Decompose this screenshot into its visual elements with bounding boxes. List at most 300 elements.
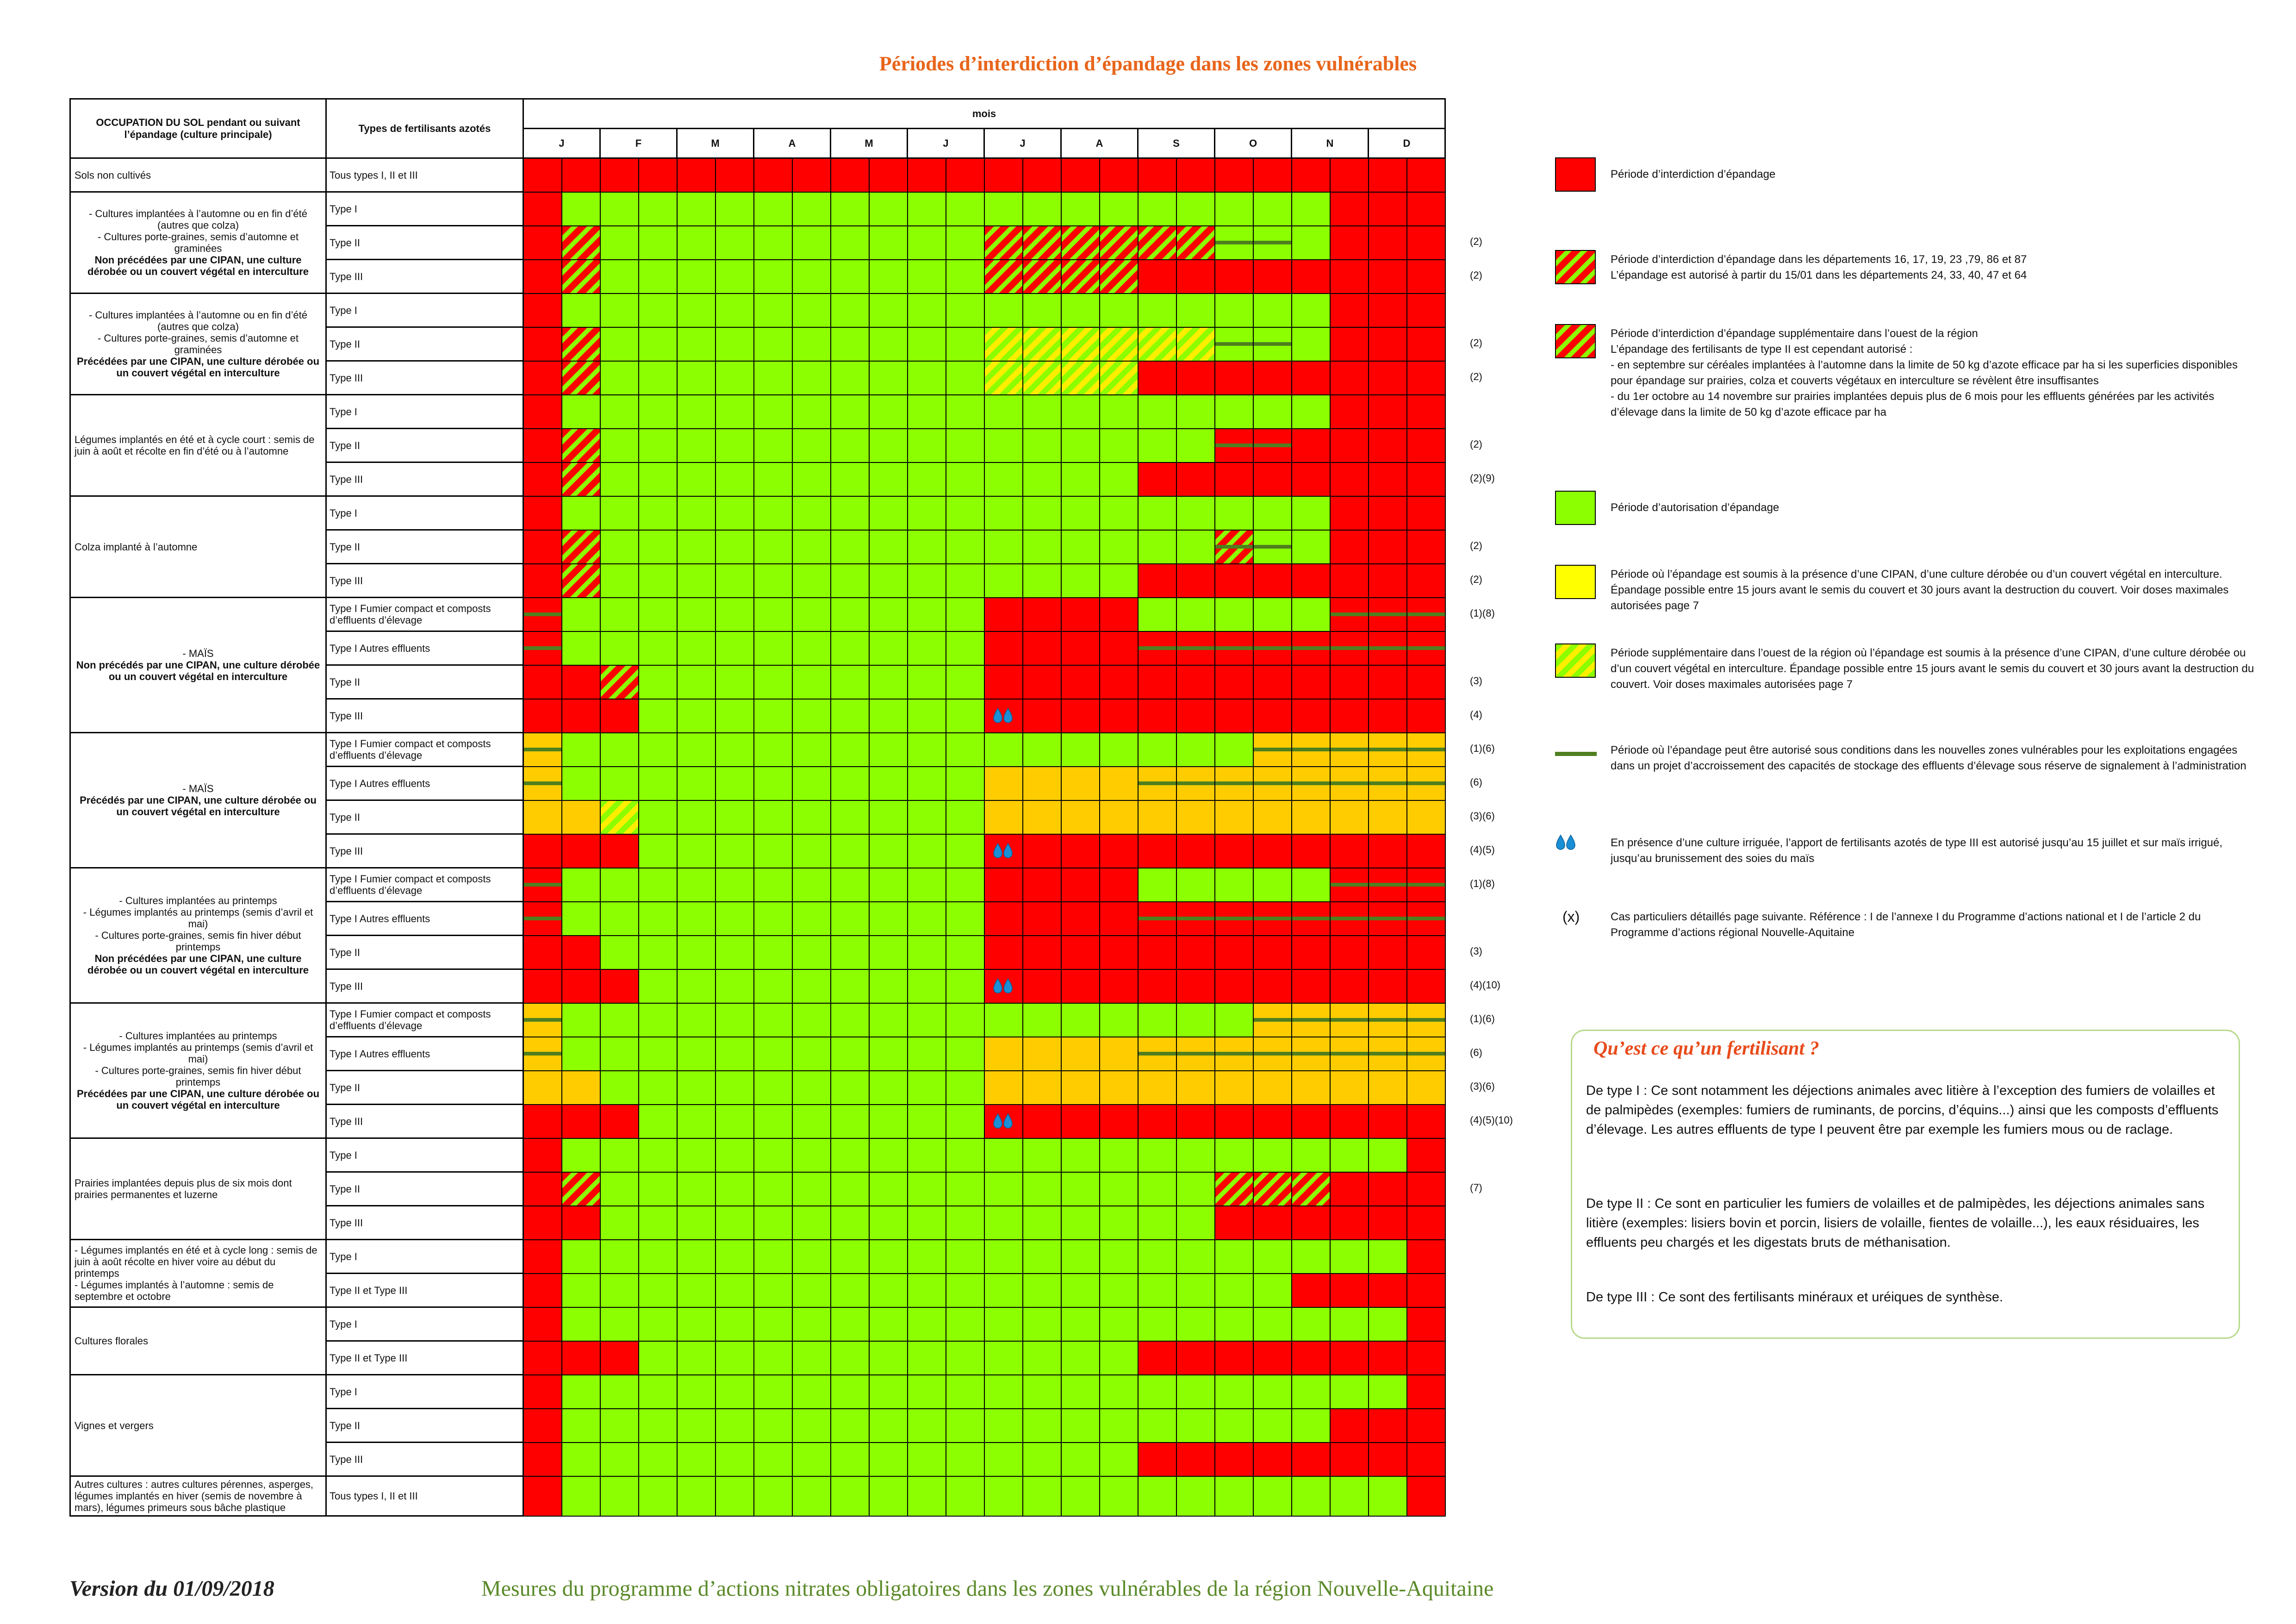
period-cell [792,395,831,429]
period-cell [908,834,946,868]
conditional-line [1369,612,1406,616]
period-cell [1407,429,1445,462]
period-cell [1061,564,1100,598]
month-header: M [831,129,908,158]
period-cell [984,361,1023,395]
period-cell [1292,327,1330,361]
conditional-line [1369,748,1406,751]
period-cell [562,1274,600,1307]
period-cell [1330,429,1369,462]
period-cell [1369,1307,1407,1341]
period-cell [946,1206,984,1240]
period-cell [1023,767,1061,800]
period-cell [792,665,831,699]
conditional-line [1292,646,1330,650]
period-cell [677,1138,716,1172]
legend-swatch [1555,157,1596,192]
period-cell [1100,868,1138,902]
period-cell [908,226,946,260]
period-cell [639,767,677,800]
period-cell [1369,767,1407,800]
period-cell [1253,564,1292,598]
period-cell [754,1003,792,1037]
period-cell [831,192,869,226]
period-cell [600,598,639,631]
occupation-line: - Légumes implantés à l’automne : semis de septembre et octobre [75,1279,274,1302]
period-cell [792,733,831,767]
period-cell [946,1071,984,1105]
fertilisant-type: Type I Fumier compact et composts d’effluents d’élevage [326,1003,523,1037]
period-cell [1292,1206,1330,1240]
table-row [70,294,1445,327]
period-cell [562,1476,600,1516]
period-cell [1407,1003,1445,1037]
period-cell [908,1409,946,1443]
period-cell [1369,260,1407,294]
period-cell [984,1071,1023,1105]
occupation-line: - Cultures implantées au printemps [119,1030,277,1042]
period-cell [1138,158,1176,192]
period-cell [523,462,562,496]
period-cell [677,631,716,665]
period-cell [1369,192,1407,226]
table-row [70,868,1445,902]
period-cell [1330,395,1369,429]
period-cell [1138,395,1176,429]
period-cell [1369,429,1407,462]
occupation-line: - Cultures porte-graines, semis d’automne et graminées [97,332,299,356]
period-cell [1369,1341,1407,1375]
period-cell [1292,1037,1330,1071]
period-cell [869,361,908,395]
period-cell [984,733,1023,767]
occupation-bold: Précédés par une CIPAN, une culture dérobée ou un couvert végétal en interculture [80,794,317,818]
period-cell [1176,564,1215,598]
period-cell [716,1105,754,1138]
period-cell [716,1375,754,1409]
period-cell [792,699,831,733]
period-cell [600,1037,639,1071]
period-cell [831,1341,869,1375]
period-cell [562,1206,600,1240]
fertilisant-type: Type II [326,1172,523,1206]
period-cell [716,1003,754,1037]
period-cell [1061,462,1100,496]
period-cell [1100,665,1138,699]
period-cell [869,1071,908,1105]
period-cell [639,1105,677,1138]
period-cell [1292,733,1330,767]
period-cell [677,1172,716,1206]
fertilisant-type: Type III [326,1105,523,1138]
water-drops-icon [992,842,1014,860]
period-cell [1176,699,1215,733]
period-cell [1023,733,1061,767]
period-cell [984,564,1023,598]
conditional-line [1369,917,1406,920]
period-cell [1253,158,1292,192]
period-cell [869,1274,908,1307]
period-cell [716,462,754,496]
period-cell [1100,1138,1138,1172]
period-cell [1061,1003,1100,1037]
period-cell [1292,868,1330,902]
period-cell [1292,395,1330,429]
conditional-line [1215,545,1253,549]
period-cell [1407,800,1445,834]
period-cell [754,496,792,530]
period-cell [1061,294,1100,327]
period-cell [600,1341,639,1375]
conditional-line [1369,883,1406,887]
period-cell [869,294,908,327]
period-cell [639,733,677,767]
conditional-line [1215,342,1253,346]
period-cell [1253,699,1292,733]
period-cell [869,631,908,665]
period-cell [1138,1476,1176,1516]
period-cell [600,395,639,429]
period-cell [639,598,677,631]
period-cell [1100,834,1138,868]
occupation-text: Prairies implantées depuis plus de six mois dont prairies permanentes et luzerne [75,1177,292,1200]
period-cell [1176,1409,1215,1443]
period-cell [754,598,792,631]
period-cell [523,665,562,699]
occupation-cell [70,1138,326,1240]
period-cell [1330,1105,1369,1138]
conditional-line [1139,1052,1176,1056]
conditional-line [1331,883,1368,887]
period-cell [1292,902,1330,936]
fertilisant-type: Type II [326,1071,523,1105]
occupation-cell [70,294,326,395]
period-cell [946,902,984,936]
period-cell [600,699,639,733]
period-cell [1215,294,1253,327]
period-cell [600,1409,639,1443]
period-cell [1253,1341,1292,1375]
period-cell [1292,800,1330,834]
period-cell [677,699,716,733]
period-cell [1176,1037,1215,1071]
period-cell [523,767,562,800]
period-cell [1253,1443,1292,1476]
period-cell [716,1037,754,1071]
period-cell [1253,395,1292,429]
fertilisant-type3: De type III : Ce sont des fertilisants minéraux et uréiques de synthèse. [1586,1290,2004,1305]
period-cell [600,361,639,395]
period-cell [831,462,869,496]
period-cell [1215,564,1253,598]
period-cell [1407,496,1445,530]
conditional-line [1407,917,1445,920]
fertilisant-type: Type III [326,260,523,294]
period-cell [716,834,754,868]
period-cell [869,1037,908,1071]
period-cell [1292,936,1330,969]
period-cell [869,665,908,699]
period-cell [1023,1105,1061,1138]
period-cell [716,631,754,665]
period-cell [716,1206,754,1240]
period-cell [754,1274,792,1307]
conditional-line [1254,1052,1291,1056]
period-cell [1023,158,1061,192]
fertilisant-type1: De type I : Ce sont notamment les déjections animales avec litière à l’exception des fumiers de volailles et de palmipèdes (exemples: fumiers de ruminants, de porcins, d’équins...) ainsi que les composts d’effluents d’élevage. Les autres effluents de type I peuvent être par exemple les fumiers mous ou de raclage. [1586,1083,2219,1137]
period-cell [984,1105,1023,1138]
occupation-line: - Légumes implantés au printemps (semis d’avril et mai) [83,906,313,930]
period-cell [1138,598,1176,631]
fertilisant-type: Type I Fumier compact et composts d’effluents d’élevage [326,598,523,631]
period-cell [869,1138,908,1172]
legend-text: Période supplémentaire dans l’ouest de la région où l’épandage est soumis à la présence d’une CIPAN, d’une culture dérobée ou d’un couvert végétal en interculture. Épandage possible entre 15 jours avant le semis du couvert et 30 jours avant la destruction du couvert. Voir doses maximales autorisées page 7 [1611,647,2254,691]
occupation-line: - Cultures porte-graines, semis d’automne et graminées [97,231,299,254]
period-cell [1215,496,1253,530]
period-cell [677,361,716,395]
period-cell [1369,800,1407,834]
legend-swatch [1555,491,1596,525]
period-cell [984,1476,1023,1516]
mois-header: mois [523,99,1445,129]
occupation-cell [70,868,326,1003]
period-cell [1253,631,1292,665]
period-cell [716,1476,754,1516]
row-note: (2)(9) [1470,472,1495,484]
period-cell [600,902,639,936]
period-cell [1292,598,1330,631]
period-cell [1253,260,1292,294]
legend-text: En présence d’une culture irriguée, l’apport de fertilisants azotés de type III est autorisé jusqu’au 15 juillet et sur maïs irrigué, jusqu’au brunissement des soies du maïs [1611,837,2223,865]
period-cell [716,1274,754,1307]
conditional-line [1369,1018,1406,1022]
conditional-line [1254,241,1291,244]
period-cell [754,395,792,429]
period-cell [562,429,600,462]
period-cell [1138,192,1176,226]
period-cell [1023,395,1061,429]
period-cell [831,800,869,834]
period-cell [869,1476,908,1516]
period-cell [1176,361,1215,395]
period-cell [869,767,908,800]
conditional-line [1177,646,1214,650]
period-cell [1138,1037,1176,1071]
period-cell [908,699,946,733]
conditional-line [524,1052,561,1056]
fertilisant-type: Type I Autres effluents [326,902,523,936]
period-cell [1138,530,1176,564]
period-cell [716,665,754,699]
period-cell [1100,530,1138,564]
period-cell [639,1172,677,1206]
period-cell [1061,260,1100,294]
period-cell [1253,936,1292,969]
period-cell [984,631,1023,665]
period-cell [523,564,562,598]
period-cell [1330,226,1369,260]
period-cell [1138,564,1176,598]
period-cell [946,1105,984,1138]
period-cell [908,1307,946,1341]
conditional-line [1254,781,1291,785]
conditional-line [1177,917,1214,920]
period-cell [677,834,716,868]
period-cell [716,1071,754,1105]
conditional-line [1369,781,1406,785]
occupation-cell [70,1307,326,1375]
period-cell [1138,665,1176,699]
period-cell [1253,1206,1292,1240]
period-cell [1023,699,1061,733]
period-cell [677,733,716,767]
conditional-line [1254,443,1291,447]
period-cell [639,1206,677,1240]
period-cell [1407,1274,1445,1307]
month-header: N [1292,129,1369,158]
period-cell [754,699,792,733]
period-cell [1292,361,1330,395]
period-cell [1023,1443,1061,1476]
period-cell [1138,1341,1176,1375]
period-cell [1369,1375,1407,1409]
period-cell [639,1443,677,1476]
period-cell [1407,192,1445,226]
period-cell [716,158,754,192]
conditional-line [1331,781,1368,785]
period-cell [523,226,562,260]
period-cell [639,1274,677,1307]
period-cell [1176,462,1215,496]
period-cell [984,1003,1023,1037]
period-cell [1100,969,1138,1003]
fertilisant-type: Type I Autres effluents [326,1037,523,1071]
period-cell [1100,1037,1138,1071]
legend-text: Période d’interdiction d’épandage dans les départements 16, 17, 19, 23 ,79, 86 et 87 L’épandage est autorisé à partir du 15/01 dans les départements 24, 33, 40, 47 et 64 [1611,253,2027,281]
period-cell [1176,1206,1215,1240]
period-cell [1176,192,1215,226]
period-cell [792,1071,831,1105]
period-cell [1407,1105,1445,1138]
row-note: (1)(8) [1470,877,1495,889]
period-cell [946,1172,984,1206]
period-cell [869,1206,908,1240]
row-note: (3)(6) [1470,1080,1495,1092]
period-cell [1407,936,1445,969]
period-cell [831,665,869,699]
period-cell [1138,936,1176,969]
calendar-grid [69,98,1446,1517]
legend-text: Période d’autorisation d’épandage [1611,501,1780,514]
period-cell [908,1037,946,1071]
legend-line-swatch [1555,752,1597,756]
period-cell [792,1443,831,1476]
period-cell [1292,1307,1330,1341]
period-cell [1407,598,1445,631]
period-cell [1061,226,1100,260]
period-cell [792,1307,831,1341]
period-cell [1023,294,1061,327]
period-cell [946,1443,984,1476]
period-cell [677,294,716,327]
period-cell [1138,496,1176,530]
period-cell [1330,1172,1369,1206]
period-cell [639,1409,677,1443]
period-cell [1369,1443,1407,1476]
period-cell [639,1037,677,1071]
period-cell [677,969,716,1003]
period-cell [1330,1409,1369,1443]
period-cell [946,598,984,631]
period-cell [946,530,984,564]
period-cell [869,834,908,868]
period-cell [908,158,946,192]
period-cell [908,1206,946,1240]
period-cell [831,395,869,429]
period-cell [1215,1240,1253,1274]
period-cell [600,462,639,496]
period-cell [1292,834,1330,868]
fertilisant-type2: De type II : Ce sont en particulier les fumiers de volailles et de palmipèdes, les déjections animales sans litière (exemples: lisiers bovin et porcin, lisiers de volaille, fientes de volaille...), les eaux résiduaires, les effluents peu chargés et les digestats bruts de méthanisation. [1586,1196,2205,1250]
row-note: (3) [1470,675,1482,687]
fertilisant-type: Type II [326,665,523,699]
period-cell [1061,1138,1100,1172]
period-cell [1215,800,1253,834]
conditional-line [1331,1018,1368,1022]
period-cell [523,1172,562,1206]
period-cell [1330,1443,1369,1476]
period-cell [792,429,831,462]
version-footer: Version du 01/09/2018 [69,1576,274,1601]
period-cell [677,462,716,496]
period-cell [1292,530,1330,564]
occupation-text: Sols non cultivés [75,169,151,181]
period-cell [600,1105,639,1138]
period-cell [1407,1443,1445,1476]
period-cell [1407,1375,1445,1409]
period-cell [1292,1443,1330,1476]
period-cell [1100,1105,1138,1138]
period-cell [792,294,831,327]
conditional-line [1254,748,1291,751]
conditional-line [1254,917,1291,920]
period-cell [600,1172,639,1206]
period-cell [562,733,600,767]
period-cell [562,1071,600,1105]
period-cell [946,1341,984,1375]
period-cell [984,800,1023,834]
occupation-cell [70,598,326,733]
conditional-line [1292,748,1330,751]
period-cell [677,1375,716,1409]
period-cell [1330,1476,1369,1516]
period-cell [831,1240,869,1274]
period-cell [869,429,908,462]
period-cell [984,767,1023,800]
fertilisant-type: Type I Autres effluents [326,767,523,800]
period-cell [716,260,754,294]
period-cell [792,1172,831,1206]
period-cell [754,1476,792,1516]
period-cell [946,395,984,429]
period-cell [754,260,792,294]
period-cell [1330,1071,1369,1105]
conditional-line [1254,342,1291,346]
period-cell [1138,462,1176,496]
period-cell [1138,902,1176,936]
period-cell [1100,598,1138,631]
period-cell [1292,294,1330,327]
